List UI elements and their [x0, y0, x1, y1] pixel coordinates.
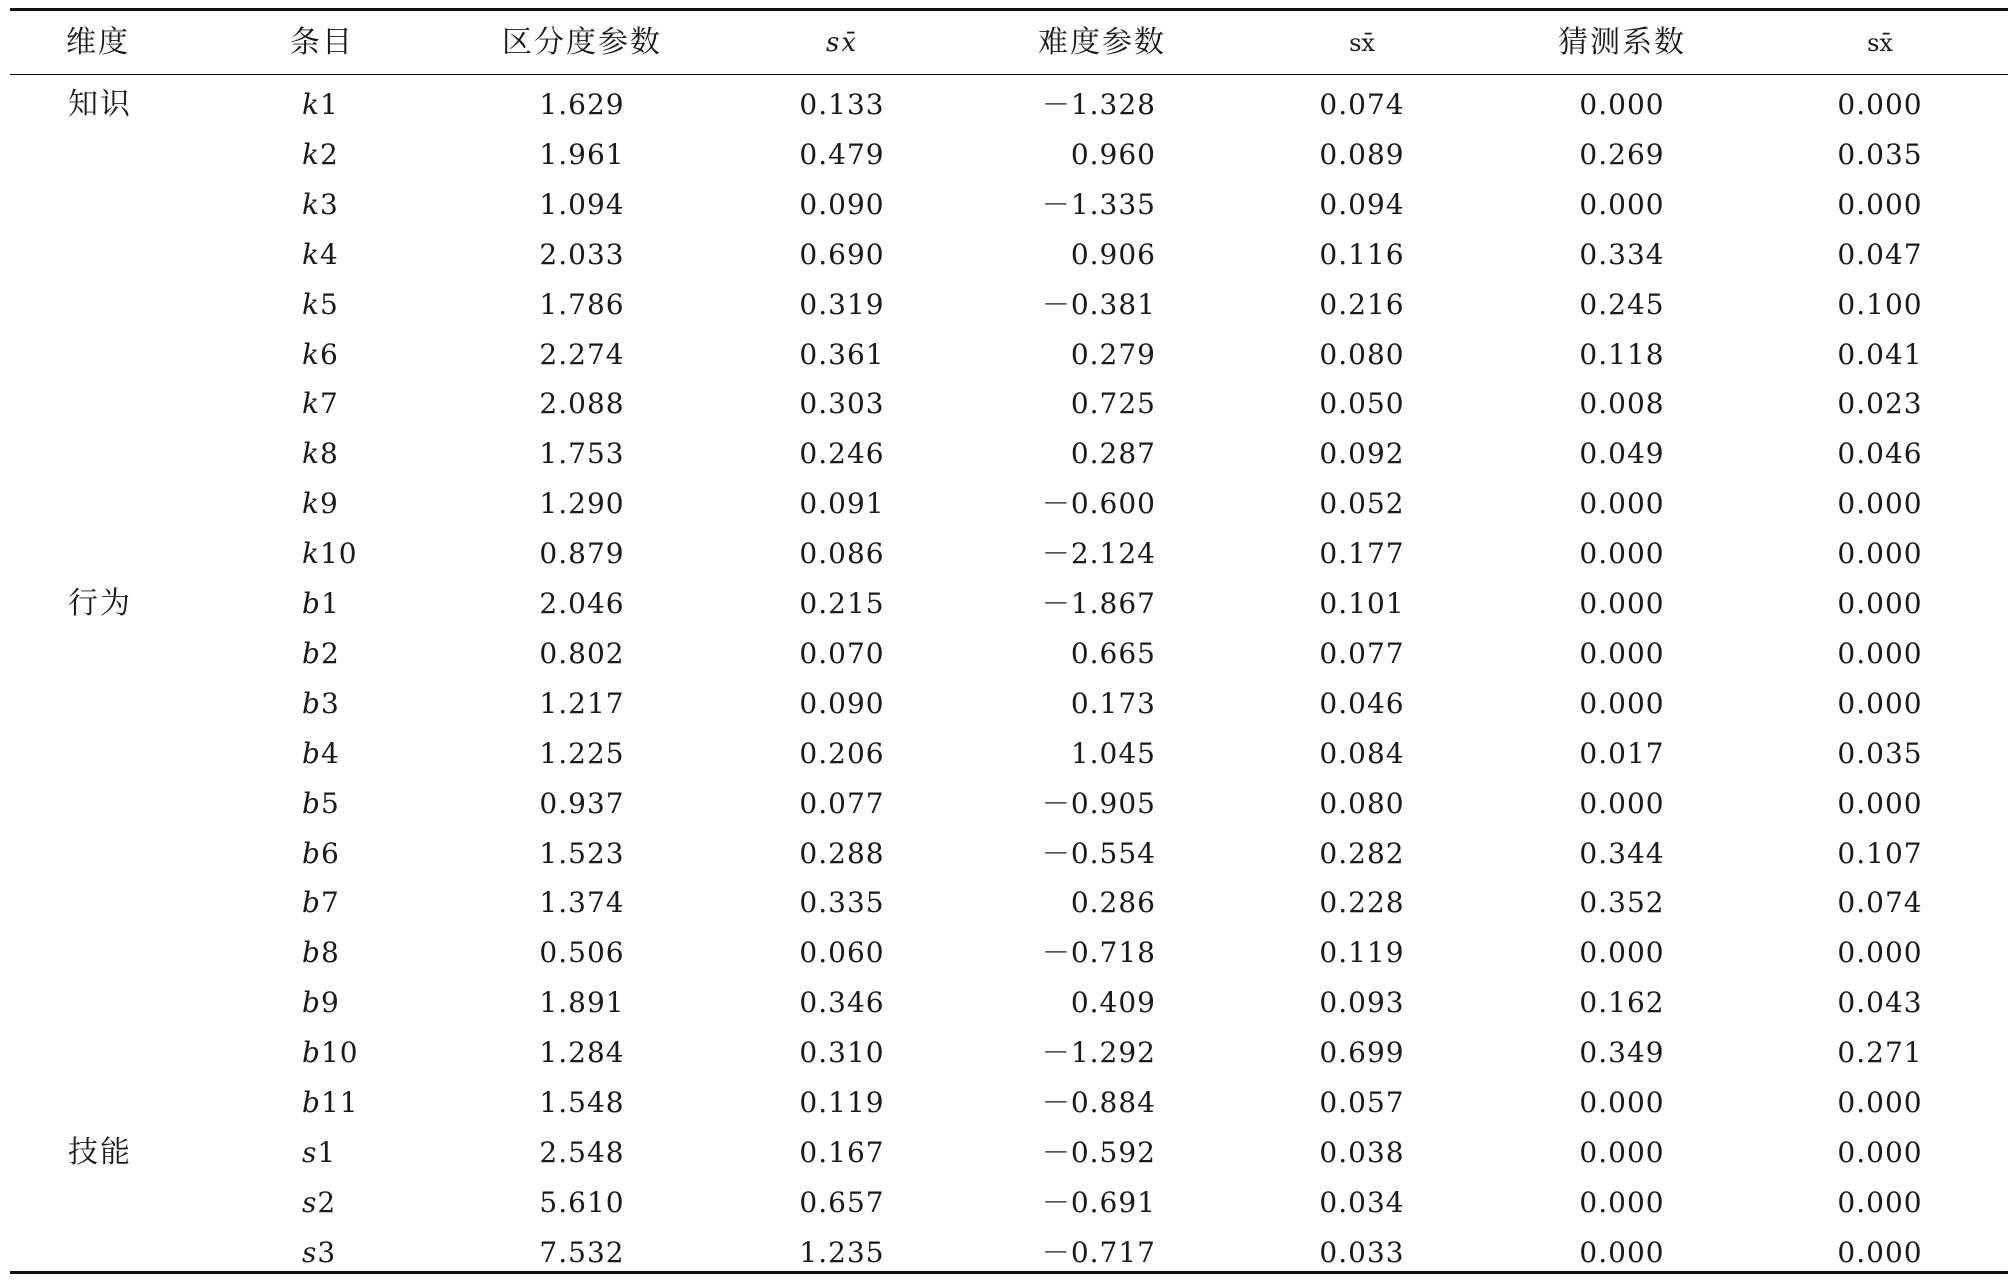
item-prefix: k — [302, 337, 320, 371]
se-guessing-cell: 0.074 — [1837, 886, 1923, 920]
se-difficulty-cell: 0.094 — [1319, 187, 1405, 221]
difficulty-cell: 1.045 — [1070, 736, 1156, 770]
difficulty-cell: －0.600 — [1041, 487, 1156, 521]
difficulty-cell: 0.173 — [1070, 686, 1156, 720]
difficulty-cell: 0.906 — [1070, 237, 1156, 271]
item-cell — [302, 130, 339, 180]
item-number: 5 — [320, 786, 340, 820]
se-guessing-cell: 0.035 — [1837, 736, 1923, 770]
difficulty-cell: －2.124 — [1041, 537, 1156, 571]
difficulty-cell: 0.665 — [1070, 636, 1156, 670]
discrimination-cell: 2.548 — [539, 1135, 625, 1169]
item-prefix: b — [302, 736, 321, 770]
item-cell — [302, 280, 339, 330]
item-number: 2 — [319, 137, 339, 171]
se-discrimination-cell: 0.319 — [799, 287, 885, 321]
item-number: 6 — [319, 337, 339, 371]
guessing-cell: 0.000 — [1579, 686, 1665, 720]
item-number: 7 — [319, 387, 339, 421]
header-se-difficulty: sx̄ — [1349, 29, 1375, 57]
difficulty-cell: －0.554 — [1041, 836, 1156, 870]
guessing-cell: 0.000 — [1579, 936, 1665, 970]
se-difficulty-cell: 0.116 — [1319, 237, 1405, 271]
difficulty-cell: 0.725 — [1070, 387, 1156, 421]
item-prefix: b — [302, 1036, 321, 1070]
discrimination-cell: 0.879 — [539, 537, 625, 571]
guessing-cell: 0.000 — [1579, 587, 1665, 620]
guessing-cell: 0.000 — [1579, 786, 1665, 820]
se-difficulty-cell: 0.092 — [1319, 437, 1405, 471]
item-prefix: b — [302, 1086, 321, 1119]
item-number: 3 — [317, 1235, 337, 1269]
guessing-cell: 0.344 — [1579, 836, 1665, 870]
se-discrimination-cell: 0.479 — [799, 137, 885, 171]
item-prefix: b — [302, 986, 321, 1020]
guessing-cell: 0.349 — [1579, 1036, 1665, 1070]
table-row — [10, 1128, 2008, 1178]
item-cell — [302, 80, 339, 130]
discrimination-cell: 1.891 — [539, 986, 625, 1020]
se-guessing-cell: 0.000 — [1837, 1086, 1923, 1119]
item-cell — [302, 479, 339, 529]
item-cell — [302, 679, 340, 729]
difficulty-cell: －1.867 — [1041, 587, 1156, 620]
discrimination-cell: 2.274 — [539, 337, 625, 371]
se-discrimination-cell: 0.091 — [799, 487, 885, 521]
discrimination-cell: 0.802 — [539, 636, 625, 670]
se-guessing-cell: 0.000 — [1837, 587, 1923, 620]
se-discrimination-cell: 0.206 — [799, 736, 885, 770]
table-header-row — [10, 12, 2008, 74]
guessing-cell: 0.008 — [1579, 387, 1665, 421]
item-number: 8 — [319, 437, 339, 471]
se-difficulty-cell: 0.080 — [1319, 786, 1405, 820]
difficulty-cell: －0.905 — [1041, 786, 1156, 820]
item-cell — [302, 1078, 359, 1128]
table-row — [10, 479, 2008, 529]
table-bottom-rule — [10, 1271, 2008, 1274]
discrimination-cell: 5.610 — [539, 1185, 625, 1219]
discrimination-cell: 1.629 — [539, 88, 625, 121]
guessing-cell: 0.049 — [1579, 437, 1665, 471]
item-number: 1 — [317, 1135, 337, 1169]
item-cell — [302, 878, 340, 928]
se-discrimination-cell: 0.657 — [799, 1185, 885, 1219]
se-guessing-cell: 0.271 — [1837, 1036, 1923, 1070]
table-row — [10, 729, 2008, 779]
se-guessing-cell: 0.041 — [1837, 337, 1923, 371]
item-cell — [302, 779, 340, 829]
difficulty-cell: －0.718 — [1041, 936, 1156, 970]
se-difficulty-cell: 0.057 — [1319, 1086, 1405, 1119]
item-prefix: b — [302, 886, 321, 920]
item-number: 1 — [320, 587, 340, 620]
difficulty-cell: －1.292 — [1041, 1036, 1156, 1070]
se-guessing-cell: 0.023 — [1837, 387, 1923, 421]
table-row — [10, 379, 2008, 429]
se-discrimination-cell: 0.303 — [799, 387, 885, 421]
item-prefix: b — [302, 836, 321, 870]
guessing-cell: 0.118 — [1579, 337, 1665, 371]
se-difficulty-cell: 0.177 — [1319, 537, 1405, 571]
guessing-cell: 0.000 — [1579, 88, 1665, 121]
difficulty-cell: －0.884 — [1041, 1086, 1156, 1119]
discrimination-cell: 2.033 — [539, 237, 625, 271]
item-number: 3 — [319, 187, 339, 221]
table-row — [10, 130, 2008, 180]
difficulty-cell: 0.409 — [1070, 986, 1156, 1020]
item-prefix: b — [302, 936, 321, 970]
se-guessing-cell: 0.000 — [1837, 1135, 1923, 1169]
table-row — [10, 829, 2008, 879]
guessing-cell: 0.000 — [1579, 1135, 1665, 1169]
item-prefix: k — [302, 387, 320, 421]
item-cell — [302, 829, 340, 879]
se-discrimination-cell: 0.167 — [799, 1135, 885, 1169]
se-guessing-cell: 0.046 — [1837, 437, 1923, 471]
dimension-cell: 行为 — [68, 586, 132, 621]
discrimination-cell: 1.786 — [539, 287, 625, 321]
item-prefix: k — [302, 537, 320, 571]
se-discrimination-cell: 0.133 — [799, 88, 885, 121]
se-guessing-cell: 0.000 — [1837, 936, 1923, 970]
header-difficulty: 难度参数 — [1038, 25, 1166, 60]
item-prefix: s — [302, 1135, 318, 1169]
discrimination-cell: 1.374 — [539, 886, 625, 920]
difficulty-cell: －0.381 — [1041, 287, 1156, 321]
guessing-cell: 0.017 — [1579, 736, 1665, 770]
item-number: 1 — [319, 88, 339, 121]
se-guessing-cell: 0.000 — [1837, 786, 1923, 820]
item-number: 10 — [319, 537, 358, 571]
guessing-cell: 0.000 — [1579, 1086, 1665, 1119]
item-prefix: k — [302, 287, 320, 321]
guessing-cell: 0.000 — [1579, 1185, 1665, 1219]
discrimination-cell: 1.094 — [539, 187, 625, 221]
item-cell — [302, 379, 339, 429]
item-number: 11 — [320, 1086, 359, 1119]
se-discrimination-cell: 0.086 — [799, 537, 885, 571]
table-row — [10, 1178, 2008, 1228]
se-guessing-cell: 0.000 — [1837, 487, 1923, 521]
item-number: 2 — [317, 1185, 337, 1219]
item-cell — [302, 579, 340, 629]
se-difficulty-cell: 0.119 — [1319, 936, 1405, 970]
discrimination-cell: 7.532 — [539, 1235, 625, 1269]
guessing-cell: 0.245 — [1579, 287, 1665, 321]
table-row — [10, 679, 2008, 729]
item-prefix: k — [302, 437, 320, 471]
item-cell — [302, 230, 339, 280]
se-discrimination-cell: 0.288 — [799, 836, 885, 870]
guessing-cell: 0.000 — [1579, 487, 1665, 521]
se-discrimination-cell: 0.246 — [799, 437, 885, 471]
discrimination-cell: 1.548 — [539, 1086, 625, 1119]
table-row — [10, 779, 2008, 829]
se-difficulty-cell: 0.093 — [1319, 986, 1405, 1020]
header-se-discrimination: sx̄ — [825, 28, 859, 58]
item-number: 7 — [320, 886, 340, 920]
se-difficulty-cell: 0.034 — [1319, 1185, 1405, 1219]
table-row — [10, 180, 2008, 230]
se-guessing-cell: 0.000 — [1837, 537, 1923, 571]
se-discrimination-cell: 0.119 — [799, 1086, 885, 1119]
item-cell — [302, 1178, 336, 1228]
se-guessing-cell: 0.043 — [1837, 986, 1923, 1020]
discrimination-cell: 1.290 — [539, 487, 625, 521]
item-number: 9 — [319, 487, 339, 521]
se-guessing-cell: 0.047 — [1837, 237, 1923, 271]
guessing-cell: 0.352 — [1579, 886, 1665, 920]
discrimination-cell: 0.937 — [539, 786, 625, 820]
se-difficulty-cell: 0.228 — [1319, 886, 1405, 920]
table-row — [10, 978, 2008, 1028]
guessing-cell: 0.000 — [1579, 1235, 1665, 1269]
item-prefix: s — [302, 1235, 318, 1269]
item-prefix: b — [302, 587, 321, 620]
dimension-cell: 知识 — [68, 87, 132, 122]
header-item: 条目 — [290, 25, 354, 60]
item-prefix: b — [302, 636, 321, 670]
table-row — [10, 330, 2008, 380]
discrimination-cell: 1.217 — [539, 686, 625, 720]
se-discrimination-cell: 0.361 — [799, 337, 885, 371]
se-discrimination-cell: 0.335 — [799, 886, 885, 920]
item-cell — [302, 978, 340, 1028]
item-prefix: s — [302, 1185, 318, 1219]
item-cell — [302, 629, 340, 679]
se-guessing-cell: 0.000 — [1837, 1185, 1923, 1219]
table-row — [10, 629, 2008, 679]
se-difficulty-cell: 0.084 — [1319, 736, 1405, 770]
header-discrimination: 区分度参数 — [502, 25, 662, 60]
se-guessing-cell: 0.000 — [1837, 1235, 1923, 1269]
table-row — [10, 80, 2008, 130]
se-difficulty-cell: 0.046 — [1319, 686, 1405, 720]
se-discrimination-cell: 0.346 — [799, 986, 885, 1020]
difficulty-cell: 0.279 — [1070, 337, 1156, 371]
table-row — [10, 280, 2008, 330]
difficulty-cell: －0.691 — [1041, 1185, 1156, 1219]
item-prefix: k — [302, 187, 320, 221]
item-cell — [302, 1028, 359, 1078]
se-difficulty-cell: 0.033 — [1319, 1235, 1405, 1269]
se-discrimination-cell: 0.690 — [799, 237, 885, 271]
table-row — [10, 529, 2008, 579]
table-row — [10, 1078, 2008, 1128]
guessing-cell: 0.269 — [1579, 137, 1665, 171]
item-cell — [302, 429, 339, 479]
difficulty-cell: 0.287 — [1070, 437, 1156, 471]
item-cell — [302, 928, 340, 978]
guessing-cell: 0.000 — [1579, 187, 1665, 221]
se-discrimination-cell: 0.310 — [799, 1036, 885, 1070]
discrimination-cell: 2.088 — [539, 387, 625, 421]
se-difficulty-cell: 0.216 — [1319, 287, 1405, 321]
discrimination-cell: 2.046 — [539, 587, 625, 620]
difficulty-cell: －1.335 — [1041, 187, 1156, 221]
se-difficulty-cell: 0.074 — [1319, 88, 1405, 121]
header-se-guessing: sx̄ — [1867, 29, 1893, 57]
item-prefix: k — [302, 137, 320, 171]
discrimination-cell: 1.961 — [539, 137, 625, 171]
difficulty-cell: －0.592 — [1041, 1135, 1156, 1169]
difficulty-cell: 0.960 — [1070, 137, 1156, 171]
item-number: 9 — [320, 986, 340, 1020]
item-prefix: k — [302, 88, 320, 121]
item-prefix: k — [302, 237, 320, 271]
table-top-rule — [10, 8, 2008, 11]
item-number: 4 — [319, 237, 339, 271]
table-row — [10, 230, 2008, 280]
se-difficulty-cell: 0.080 — [1319, 337, 1405, 371]
se-difficulty-cell: 0.699 — [1319, 1036, 1405, 1070]
se-discrimination-cell: 0.077 — [799, 786, 885, 820]
discrimination-cell: 0.506 — [539, 936, 625, 970]
item-prefix: k — [302, 487, 320, 521]
se-discrimination-cell: 0.070 — [799, 636, 885, 670]
se-guessing-cell: 0.107 — [1837, 836, 1923, 870]
se-difficulty-cell: 0.052 — [1319, 487, 1405, 521]
se-guessing-cell: 0.000 — [1837, 88, 1923, 121]
item-number: 8 — [320, 936, 340, 970]
dimension-cell: 技能 — [68, 1134, 132, 1170]
discrimination-cell: 1.753 — [539, 437, 625, 471]
se-difficulty-cell: 0.038 — [1319, 1135, 1405, 1169]
item-cell — [302, 729, 340, 779]
difficulty-cell: －1.328 — [1041, 88, 1156, 121]
se-guessing-cell: 0.000 — [1837, 686, 1923, 720]
guessing-cell: 0.000 — [1579, 537, 1665, 571]
difficulty-cell: 0.286 — [1070, 886, 1156, 920]
table-row — [10, 878, 2008, 928]
item-cell — [302, 180, 339, 230]
table-row — [10, 928, 2008, 978]
se-discrimination-cell: 0.090 — [799, 187, 885, 221]
item-number: 3 — [320, 686, 340, 720]
item-cell — [302, 330, 339, 380]
item-number: 6 — [320, 836, 340, 870]
header-dimension: 维度 — [66, 25, 130, 60]
item-prefix: b — [302, 786, 321, 820]
table-row — [10, 1028, 2008, 1078]
discrimination-cell: 1.284 — [539, 1036, 625, 1070]
table-header-rule — [10, 74, 2008, 75]
item-number: 5 — [319, 287, 339, 321]
se-discrimination-cell: 0.090 — [799, 686, 885, 720]
se-difficulty-cell: 0.282 — [1319, 836, 1405, 870]
discrimination-cell: 1.523 — [539, 836, 625, 870]
item-cell — [302, 529, 358, 579]
item-number: 2 — [320, 636, 340, 670]
difficulty-cell: －0.717 — [1041, 1235, 1156, 1269]
table-row — [10, 429, 2008, 479]
se-difficulty-cell: 0.101 — [1319, 587, 1405, 620]
guessing-cell: 0.162 — [1579, 986, 1665, 1020]
se-guessing-cell: 0.100 — [1837, 287, 1923, 321]
se-difficulty-cell: 0.077 — [1319, 636, 1405, 670]
item-number: 4 — [320, 736, 340, 770]
guessing-cell: 0.334 — [1579, 237, 1665, 271]
discrimination-cell: 1.225 — [539, 736, 625, 770]
header-guessing: 猜测系数 — [1558, 25, 1686, 60]
item-cell — [302, 1128, 336, 1178]
se-guessing-cell: 0.000 — [1837, 636, 1923, 670]
se-difficulty-cell: 0.050 — [1319, 387, 1405, 421]
se-difficulty-cell: 0.089 — [1319, 137, 1405, 171]
item-number: 10 — [320, 1036, 359, 1070]
se-discrimination-cell: 0.215 — [799, 587, 885, 620]
se-discrimination-cell: 1.235 — [799, 1235, 885, 1269]
item-prefix: b — [302, 686, 321, 720]
se-guessing-cell: 0.035 — [1837, 137, 1923, 171]
guessing-cell: 0.000 — [1579, 636, 1665, 670]
se-guessing-cell: 0.000 — [1837, 187, 1923, 221]
table-row — [10, 579, 2008, 629]
se-discrimination-cell: 0.060 — [799, 936, 885, 970]
